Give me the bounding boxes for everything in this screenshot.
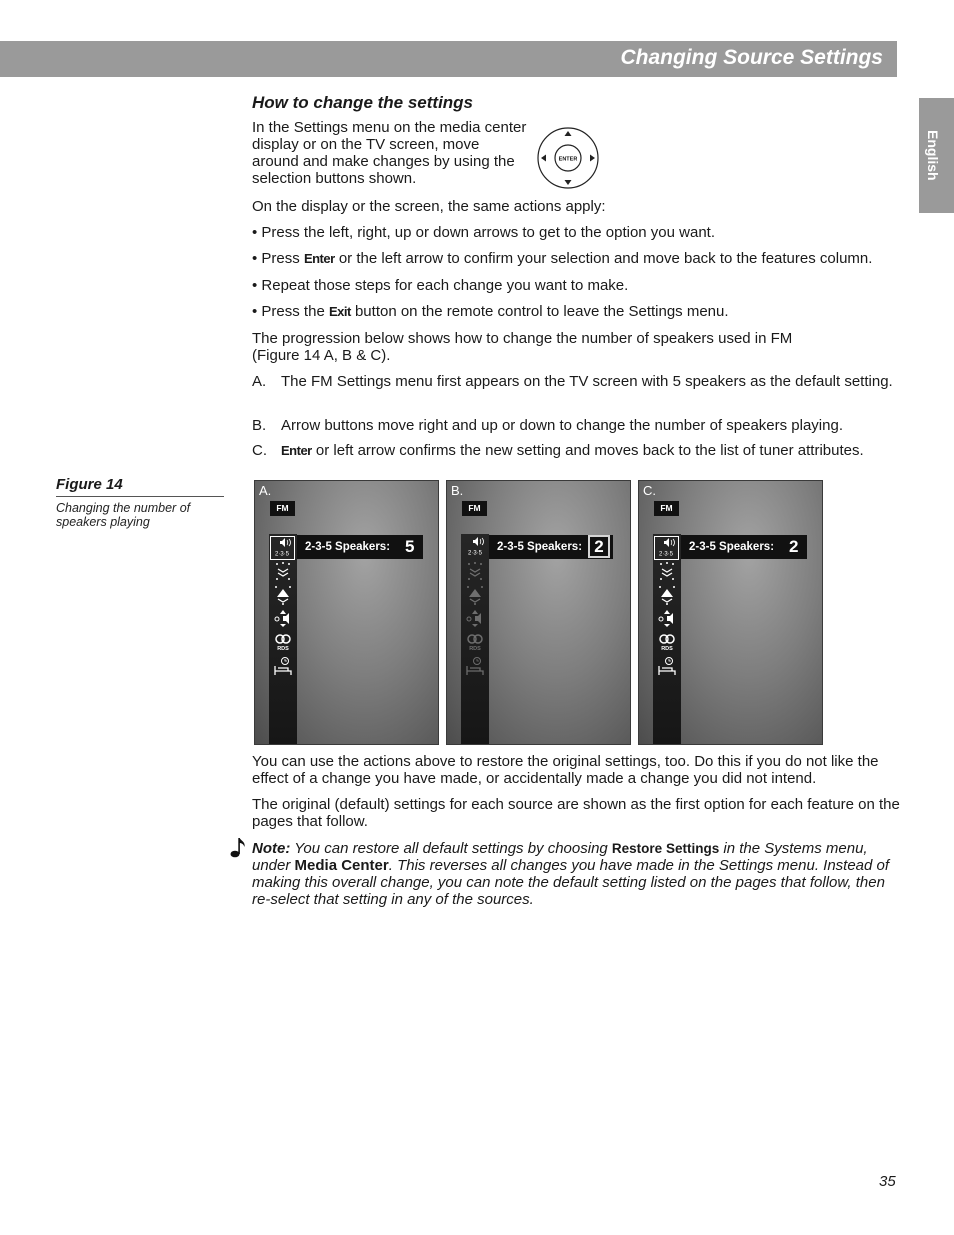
enter-label: ENTER	[558, 156, 578, 163]
figure-panel-b	[446, 480, 631, 745]
progression-paragraph: The progression below shows how to change the number of speakers used in FM (Figure 14 A, B & C).	[252, 330, 793, 364]
speakers-label: 2-3-5 Speakers:	[305, 541, 391, 553]
speakers-icon	[464, 536, 486, 557]
speaker-adjust-icon	[656, 608, 678, 629]
enter-command: Enter	[281, 443, 312, 458]
intro-paragraph: In the Settings menu on the media center display or on the TV screen, move around and make changes by using the selection buttons shown.	[252, 119, 527, 187]
surround-icon	[464, 561, 486, 582]
svg-text:RDS: RDS	[277, 646, 289, 652]
page-number: 35	[879, 1173, 896, 1190]
bullet-repeat: • Repeat those steps for each change you want to make.	[252, 277, 629, 294]
figure-title: Figure 14	[56, 476, 224, 497]
restore-settings-term: Restore Settings	[611, 841, 720, 856]
bullet-arrows: • Press the left, right, up or down arrows to get to the option you want.	[252, 224, 716, 241]
feature-icon-column	[461, 534, 489, 745]
fm-badge: FM	[270, 501, 295, 516]
fm-badge: FM	[654, 501, 679, 516]
speaker-adjust-icon	[272, 608, 294, 629]
figure-panel-c	[638, 480, 823, 745]
center-channel-icon	[656, 584, 678, 605]
alarm-icon	[656, 656, 678, 677]
media-center-term: Media Center	[294, 857, 389, 874]
rds-icon	[464, 632, 486, 653]
bullet-exit: • Press the Exit button on the remote control to leave the Settings menu.	[252, 303, 729, 320]
restore-paragraph: You can use the actions above to restore the original settings, too. Do this if you do not like the effect of a change you have made, or accidentally made a change you did not intend.	[252, 753, 879, 787]
music-note-icon	[230, 836, 246, 858]
speakers-value: 2	[789, 537, 799, 556]
exit-command: Exit	[328, 304, 351, 319]
feature-icon-column	[653, 534, 681, 745]
header-bar	[0, 41, 897, 77]
speakers-value: 5	[405, 537, 415, 556]
speakers-icon	[270, 536, 295, 560]
section-title: How to change the settings	[252, 93, 474, 112]
step-c: C. Enter or left arrow confirms the new setting and moves back to the list of tuner attributes.	[252, 442, 864, 459]
alarm-icon	[464, 656, 486, 677]
center-channel-icon	[464, 584, 486, 605]
rds-icon	[272, 632, 294, 653]
feature-icon-column	[269, 534, 297, 745]
language-tab	[919, 98, 954, 213]
speakers-icon	[654, 536, 679, 560]
svg-text:2·3·5: 2·3·5	[467, 550, 483, 557]
defaults-paragraph: The original (default) settings for each source are shown as the first option for each feature on the pages that follow.	[252, 796, 900, 830]
note-paragraph: Note: You can restore all default settings by choosing Restore Settings in the Systems menu, under Media Center. This reverses all changes you have made in the Settings menu. Instead of making this overall change, you can note the default setting listed on the pages that follow, then re-select that setting in any of the sources.	[252, 840, 890, 908]
speakers-setting	[681, 535, 807, 559]
figure-subtitle: Changing the number of speakers playing	[56, 501, 191, 529]
step-a: A. The FM Settings menu first appears on the TV screen with 5 speakers as the default setting.	[252, 373, 893, 390]
svg-text:RDS: RDS	[661, 646, 673, 652]
enter-command: Enter	[303, 251, 335, 266]
actions-intro: On the display or the screen, the same actions apply:	[252, 198, 606, 215]
page-title: Changing Source Settings	[620, 46, 883, 69]
panel-letter: A.	[259, 483, 272, 498]
speakers-setting	[297, 535, 423, 559]
alarm-icon	[272, 656, 294, 677]
rds-icon	[656, 632, 678, 653]
note-label: Note:	[252, 840, 291, 857]
step-b: B. Arrow buttons move right and up or down to change the number of speakers playing.	[252, 417, 843, 434]
panel-letter: C.	[643, 483, 656, 498]
surround-icon	[272, 561, 294, 582]
figure-caption	[56, 476, 224, 529]
speaker-adjust-icon	[464, 608, 486, 629]
speakers-value: 2	[588, 535, 610, 558]
svg-text:RDS: RDS	[469, 646, 481, 652]
center-channel-icon	[272, 584, 294, 605]
panel-letter: B.	[451, 483, 464, 498]
figure-panel-a	[254, 480, 439, 745]
remote-buttons-icon	[535, 126, 601, 190]
language-label: English	[925, 130, 941, 181]
fm-badge: FM	[462, 501, 487, 516]
svg-text:2·3·5: 2·3·5	[658, 551, 674, 558]
surround-icon	[656, 561, 678, 582]
speakers-label: 2-3-5 Speakers:	[689, 541, 775, 553]
speakers-label: 2-3-5 Speakers:	[497, 541, 583, 553]
bullet-enter: • Press Enter or the left arrow to confirm your selection and move back to the features column.	[252, 250, 873, 267]
speakers-setting	[489, 535, 613, 559]
svg-text:2·3·5: 2·3·5	[274, 551, 290, 558]
